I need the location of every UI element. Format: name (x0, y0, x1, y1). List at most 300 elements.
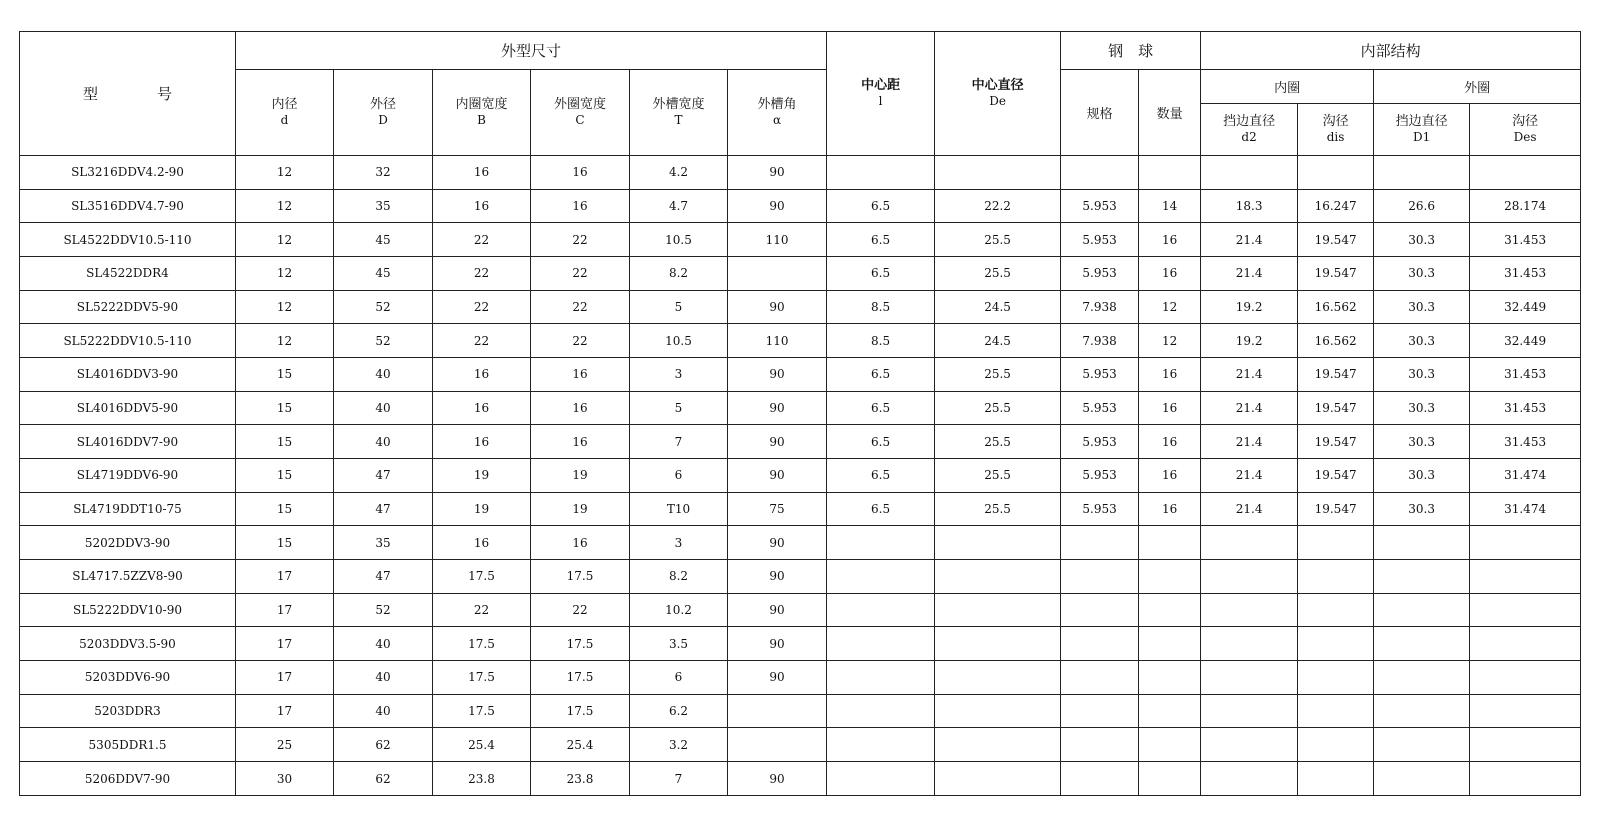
cell-center-distance (827, 661, 935, 695)
cell-in-groove: 19.547 (1298, 358, 1374, 392)
cell-out-shoulder (1374, 560, 1470, 594)
header-ball-spec: 规格 (1061, 70, 1139, 156)
cell-inner-dia: 30 (236, 762, 334, 796)
cell-inner-dia: 12 (236, 189, 334, 223)
table-row (20, 459, 1581, 493)
cell-groove-angle (728, 694, 827, 728)
inner-width-label: 内圈宽度 (455, 97, 508, 112)
cell-in-groove (1298, 627, 1374, 661)
cell-model: SL4719DDT10-75 (20, 492, 236, 526)
cell-out-shoulder: 30.3 (1374, 425, 1470, 459)
cell-in-groove: 19.547 (1298, 391, 1374, 425)
cell-ball-qty (1139, 627, 1201, 661)
cell-out-groove (1470, 627, 1581, 661)
cell-ball-spec (1061, 560, 1139, 594)
cell-in-groove: 16.562 (1298, 290, 1374, 324)
cell-center-diameter: 25.5 (935, 459, 1061, 493)
table-row (20, 425, 1581, 459)
cell-model: SL3516DDV4.7-90 (20, 189, 236, 223)
cell-ball-qty: 12 (1139, 290, 1201, 324)
in-shoulder-label: 挡边直径 (1223, 114, 1276, 129)
cell-ball-qty: 16 (1139, 257, 1201, 291)
header-in-shoulder (1201, 104, 1298, 156)
cell-inner-width: 23.8 (433, 762, 531, 796)
cell-out-groove: 31.474 (1470, 492, 1581, 526)
cell-in-groove: 19.547 (1298, 425, 1374, 459)
cell-inner-dia: 17 (236, 560, 334, 594)
cell-outer-dia: 40 (334, 694, 433, 728)
cell-ball-qty (1139, 728, 1201, 762)
table-row (20, 728, 1581, 762)
cell-model: 5203DDV6-90 (20, 661, 236, 695)
in-groove-label: 沟径 (1322, 114, 1349, 129)
cell-outer-width: 16 (531, 358, 630, 392)
center-distance-label: 中心距 (861, 78, 901, 93)
cell-ball-spec (1061, 694, 1139, 728)
cell-in-groove: 16.247 (1298, 189, 1374, 223)
cell-inner-width: 17.5 (433, 661, 531, 695)
cell-out-shoulder: 30.3 (1374, 492, 1470, 526)
cell-outer-dia: 32 (334, 156, 433, 190)
cell-model: 5203DDV3.5-90 (20, 627, 236, 661)
cell-center-distance: 6.5 (827, 391, 935, 425)
cell-out-groove (1470, 694, 1581, 728)
cell-in-shoulder: 21.4 (1201, 223, 1298, 257)
header-model: 型 号 (20, 32, 236, 156)
header-ball-qty: 数量 (1139, 70, 1201, 156)
cell-inner-width: 17.5 (433, 694, 531, 728)
cell-ball-qty (1139, 526, 1201, 560)
cell-ball-qty (1139, 156, 1201, 190)
cell-groove-width: 3 (630, 358, 728, 392)
cell-out-groove (1470, 728, 1581, 762)
cell-center-distance: 6.5 (827, 189, 935, 223)
bearing-spec-table (19, 31, 1581, 796)
center-diameter-label: 中心直径 (971, 78, 1024, 93)
cell-center-distance: 6.5 (827, 358, 935, 392)
cell-out-shoulder (1374, 593, 1470, 627)
cell-inner-width: 22 (433, 257, 531, 291)
cell-out-shoulder (1374, 661, 1470, 695)
cell-ball-spec: 5.953 (1061, 459, 1139, 493)
cell-outer-width: 17.5 (531, 661, 630, 695)
cell-inner-width: 22 (433, 223, 531, 257)
cell-ball-spec (1061, 526, 1139, 560)
header-out-shoulder (1374, 104, 1470, 156)
cell-in-shoulder: 19.2 (1201, 290, 1298, 324)
cell-in-shoulder (1201, 728, 1298, 762)
cell-ball-qty: 16 (1139, 459, 1201, 493)
header-groove-width (630, 70, 728, 156)
inner-dia-label: 内径 (271, 97, 298, 112)
cell-in-shoulder: 18.3 (1201, 189, 1298, 223)
cell-inner-width: 16 (433, 189, 531, 223)
cell-ball-spec (1061, 627, 1139, 661)
cell-groove-angle: 90 (728, 425, 827, 459)
cell-outer-width: 19 (531, 459, 630, 493)
cell-ball-spec: 7.938 (1061, 290, 1139, 324)
cell-model: SL4719DDV6-90 (20, 459, 236, 493)
cell-groove-width: 3 (630, 526, 728, 560)
cell-ball-qty (1139, 560, 1201, 594)
table-row (20, 189, 1581, 223)
cell-center-diameter (935, 526, 1061, 560)
cell-groove-angle: 75 (728, 492, 827, 526)
cell-ball-qty: 16 (1139, 425, 1201, 459)
groove-width-symbol: T (674, 113, 683, 127)
cell-outer-dia: 40 (334, 661, 433, 695)
cell-ball-qty: 12 (1139, 324, 1201, 358)
cell-inner-dia: 12 (236, 257, 334, 291)
cell-out-groove (1470, 156, 1581, 190)
cell-groove-width: 6.2 (630, 694, 728, 728)
cell-center-diameter: 25.5 (935, 358, 1061, 392)
cell-center-distance (827, 593, 935, 627)
cell-out-groove: 31.453 (1470, 425, 1581, 459)
cell-in-shoulder: 21.4 (1201, 391, 1298, 425)
cell-ball-qty: 16 (1139, 358, 1201, 392)
groove-angle-symbol: α (772, 113, 782, 127)
cell-center-distance: 8.5 (827, 290, 935, 324)
cell-model: SL4717.5ZZV8-90 (20, 560, 236, 594)
inner-dia-symbol: d (280, 113, 289, 127)
out-shoulder-symbol: D1 (1412, 130, 1431, 144)
cell-in-groove (1298, 694, 1374, 728)
cell-groove-width: 3.5 (630, 627, 728, 661)
outer-dia-symbol: D (378, 113, 388, 127)
cell-out-shoulder: 30.3 (1374, 324, 1470, 358)
table-row (20, 257, 1581, 291)
cell-center-diameter: 25.5 (935, 257, 1061, 291)
cell-outer-width: 23.8 (531, 762, 630, 796)
cell-center-diameter (935, 762, 1061, 796)
cell-out-shoulder: 30.3 (1374, 358, 1470, 392)
table-row (20, 593, 1581, 627)
cell-in-groove: 19.547 (1298, 492, 1374, 526)
cell-outer-width: 17.5 (531, 560, 630, 594)
cell-model: SL4016DDV7-90 (20, 425, 236, 459)
cell-groove-width: 5 (630, 391, 728, 425)
cell-groove-width: 8.2 (630, 257, 728, 291)
header-outer-dims: 外型尺寸 (236, 32, 827, 70)
out-groove-label: 沟径 (1512, 114, 1539, 129)
cell-inner-width: 16 (433, 425, 531, 459)
cell-inner-width: 16 (433, 526, 531, 560)
cell-center-diameter: 24.5 (935, 324, 1061, 358)
cell-ball-spec: 5.953 (1061, 425, 1139, 459)
cell-model: SL4522DDR4 (20, 257, 236, 291)
cell-inner-width: 22 (433, 290, 531, 324)
cell-out-shoulder (1374, 762, 1470, 796)
cell-outer-width: 22 (531, 324, 630, 358)
cell-out-groove: 31.453 (1470, 223, 1581, 257)
cell-out-groove: 31.453 (1470, 257, 1581, 291)
cell-outer-dia: 62 (334, 728, 433, 762)
cell-groove-width: 10.5 (630, 223, 728, 257)
cell-groove-width: 7 (630, 425, 728, 459)
cell-center-distance (827, 762, 935, 796)
cell-in-shoulder: 21.4 (1201, 358, 1298, 392)
center-distance-symbol: l (878, 94, 883, 108)
cell-out-shoulder (1374, 694, 1470, 728)
cell-groove-angle: 90 (728, 627, 827, 661)
cell-groove-width: 6 (630, 459, 728, 493)
cell-inner-dia: 12 (236, 290, 334, 324)
cell-model: 5202DDV3-90 (20, 526, 236, 560)
cell-ball-qty (1139, 661, 1201, 695)
cell-center-diameter: 25.5 (935, 391, 1061, 425)
cell-out-shoulder: 30.3 (1374, 290, 1470, 324)
cell-in-shoulder: 21.4 (1201, 492, 1298, 526)
header-outer-ring: 外圈 (1374, 70, 1581, 104)
cell-groove-angle (728, 257, 827, 291)
cell-outer-dia: 47 (334, 459, 433, 493)
cell-groove-width: 10.2 (630, 593, 728, 627)
cell-model: SL4522DDV10.5-110 (20, 223, 236, 257)
table-row (20, 156, 1581, 190)
cell-in-shoulder (1201, 694, 1298, 728)
cell-in-shoulder (1201, 156, 1298, 190)
cell-inner-width: 19 (433, 492, 531, 526)
cell-groove-angle: 90 (728, 560, 827, 594)
cell-inner-width: 25.4 (433, 728, 531, 762)
cell-out-shoulder: 30.3 (1374, 459, 1470, 493)
cell-out-groove: 31.453 (1470, 358, 1581, 392)
header-outer-width (531, 70, 630, 156)
cell-outer-width: 17.5 (531, 694, 630, 728)
cell-inner-dia: 17 (236, 661, 334, 695)
cell-ball-qty (1139, 593, 1201, 627)
cell-center-distance (827, 728, 935, 762)
cell-ball-qty: 14 (1139, 189, 1201, 223)
cell-ball-spec (1061, 661, 1139, 695)
table-row (20, 391, 1581, 425)
cell-out-groove (1470, 661, 1581, 695)
cell-groove-width: 6 (630, 661, 728, 695)
cell-in-groove (1298, 156, 1374, 190)
cell-inner-width: 16 (433, 358, 531, 392)
in-shoulder-symbol: d2 (1241, 130, 1257, 144)
cell-ball-spec: 5.953 (1061, 189, 1139, 223)
cell-ball-spec: 5.953 (1061, 391, 1139, 425)
cell-in-shoulder: 21.4 (1201, 425, 1298, 459)
cell-outer-dia: 40 (334, 391, 433, 425)
header-groove-angle (728, 70, 827, 156)
cell-groove-width: 4.2 (630, 156, 728, 190)
cell-in-shoulder (1201, 560, 1298, 594)
cell-outer-width: 19 (531, 492, 630, 526)
header-in-groove (1298, 104, 1374, 156)
cell-center-distance (827, 526, 935, 560)
inner-width-symbol: B (477, 113, 486, 127)
cell-center-diameter: 22.2 (935, 189, 1061, 223)
table-row (20, 762, 1581, 796)
cell-outer-dia: 40 (334, 627, 433, 661)
cell-groove-angle: 110 (728, 223, 827, 257)
cell-out-shoulder (1374, 627, 1470, 661)
header-center-distance (827, 32, 935, 156)
cell-ball-qty (1139, 762, 1201, 796)
cell-inner-dia: 15 (236, 391, 334, 425)
table-row (20, 358, 1581, 392)
cell-in-groove: 19.547 (1298, 459, 1374, 493)
cell-center-diameter (935, 694, 1061, 728)
cell-outer-dia: 62 (334, 762, 433, 796)
cell-outer-dia: 52 (334, 593, 433, 627)
cell-outer-dia: 35 (334, 189, 433, 223)
cell-center-diameter (935, 728, 1061, 762)
header-inner-dia (236, 70, 334, 156)
table-body (20, 156, 1581, 796)
cell-ball-qty: 16 (1139, 492, 1201, 526)
cell-outer-dia: 35 (334, 526, 433, 560)
center-diameter-symbol: De (989, 94, 1006, 108)
cell-in-groove: 19.547 (1298, 257, 1374, 291)
cell-inner-width: 19 (433, 459, 531, 493)
cell-out-groove: 32.449 (1470, 290, 1581, 324)
cell-inner-dia: 17 (236, 627, 334, 661)
cell-in-shoulder (1201, 627, 1298, 661)
cell-center-diameter (935, 560, 1061, 594)
cell-in-shoulder (1201, 526, 1298, 560)
cell-outer-width: 16 (531, 425, 630, 459)
cell-center-distance (827, 627, 935, 661)
cell-in-shoulder: 19.2 (1201, 324, 1298, 358)
cell-in-shoulder: 21.4 (1201, 459, 1298, 493)
table-row (20, 661, 1581, 695)
cell-center-distance: 6.5 (827, 425, 935, 459)
cell-outer-width: 22 (531, 593, 630, 627)
cell-ball-spec: 5.953 (1061, 223, 1139, 257)
cell-inner-dia: 25 (236, 728, 334, 762)
cell-groove-width: 10.5 (630, 324, 728, 358)
cell-inner-dia: 12 (236, 223, 334, 257)
header-center-diameter (935, 32, 1061, 156)
cell-out-shoulder (1374, 728, 1470, 762)
outer-dia-label: 外径 (369, 97, 396, 112)
cell-outer-width: 22 (531, 257, 630, 291)
table-row (20, 223, 1581, 257)
cell-center-distance (827, 156, 935, 190)
cell-outer-width: 16 (531, 526, 630, 560)
cell-groove-angle (728, 728, 827, 762)
cell-outer-width: 16 (531, 189, 630, 223)
cell-out-shoulder: 30.3 (1374, 391, 1470, 425)
cell-in-shoulder (1201, 593, 1298, 627)
cell-groove-angle: 90 (728, 156, 827, 190)
cell-groove-angle: 90 (728, 762, 827, 796)
cell-inner-dia: 15 (236, 358, 334, 392)
outer-width-symbol: C (575, 113, 585, 127)
cell-inner-width: 17.5 (433, 627, 531, 661)
cell-groove-width: 7 (630, 762, 728, 796)
cell-in-shoulder (1201, 661, 1298, 695)
cell-out-groove (1470, 560, 1581, 594)
cell-outer-dia: 47 (334, 560, 433, 594)
cell-inner-width: 22 (433, 324, 531, 358)
table-row (20, 560, 1581, 594)
cell-ball-qty: 16 (1139, 223, 1201, 257)
cell-ball-spec (1061, 156, 1139, 190)
cell-in-shoulder (1201, 762, 1298, 796)
outer-width-label: 外圈宽度 (553, 97, 606, 112)
cell-outer-dia: 40 (334, 425, 433, 459)
cell-outer-width: 22 (531, 223, 630, 257)
cell-groove-angle: 90 (728, 290, 827, 324)
cell-inner-dia: 15 (236, 425, 334, 459)
cell-outer-width: 22 (531, 290, 630, 324)
cell-out-shoulder: 30.3 (1374, 257, 1470, 291)
cell-center-diameter: 24.5 (935, 290, 1061, 324)
cell-outer-dia: 45 (334, 257, 433, 291)
cell-center-diameter (935, 593, 1061, 627)
cell-ball-spec (1061, 762, 1139, 796)
cell-center-diameter: 25.5 (935, 492, 1061, 526)
cell-model: SL3216DDV4.2-90 (20, 156, 236, 190)
cell-groove-angle: 90 (728, 358, 827, 392)
cell-ball-spec (1061, 593, 1139, 627)
table-row (20, 290, 1581, 324)
cell-ball-spec (1061, 728, 1139, 762)
cell-ball-spec: 5.953 (1061, 492, 1139, 526)
cell-in-groove: 16.562 (1298, 324, 1374, 358)
cell-in-groove (1298, 661, 1374, 695)
cell-model: 5305DDR1.5 (20, 728, 236, 762)
cell-center-distance (827, 694, 935, 728)
cell-out-groove (1470, 762, 1581, 796)
cell-groove-width: 4.7 (630, 189, 728, 223)
cell-outer-dia: 40 (334, 358, 433, 392)
cell-out-groove (1470, 526, 1581, 560)
cell-model: SL4016DDV3-90 (20, 358, 236, 392)
header-outer-dia (334, 70, 433, 156)
cell-outer-width: 17.5 (531, 627, 630, 661)
groove-width-label: 外槽宽度 (652, 97, 705, 112)
cell-inner-width: 16 (433, 391, 531, 425)
cell-out-shoulder (1374, 526, 1470, 560)
cell-outer-width: 25.4 (531, 728, 630, 762)
out-groove-symbol: Des (1513, 130, 1537, 144)
cell-out-groove (1470, 593, 1581, 627)
cell-center-diameter (935, 661, 1061, 695)
cell-center-distance: 6.5 (827, 492, 935, 526)
cell-groove-angle: 90 (728, 593, 827, 627)
header-inner-ring: 内圈 (1201, 70, 1374, 104)
cell-groove-width: T10 (630, 492, 728, 526)
cell-model: SL5222DDV10.5-110 (20, 324, 236, 358)
cell-groove-angle: 90 (728, 459, 827, 493)
cell-outer-dia: 52 (334, 324, 433, 358)
cell-outer-width: 16 (531, 391, 630, 425)
header-out-groove (1470, 104, 1581, 156)
cell-groove-width: 8.2 (630, 560, 728, 594)
cell-center-diameter (935, 627, 1061, 661)
cell-inner-dia: 12 (236, 324, 334, 358)
cell-in-groove (1298, 762, 1374, 796)
table-row (20, 526, 1581, 560)
cell-in-groove (1298, 593, 1374, 627)
table-row (20, 324, 1581, 358)
cell-out-groove: 31.474 (1470, 459, 1581, 493)
cell-ball-qty: 16 (1139, 391, 1201, 425)
cell-inner-dia: 15 (236, 459, 334, 493)
cell-outer-dia: 45 (334, 223, 433, 257)
cell-ball-spec: 5.953 (1061, 257, 1139, 291)
cell-inner-width: 17.5 (433, 560, 531, 594)
cell-center-distance: 6.5 (827, 223, 935, 257)
cell-model: SL5222DDV5-90 (20, 290, 236, 324)
cell-groove-angle: 110 (728, 324, 827, 358)
